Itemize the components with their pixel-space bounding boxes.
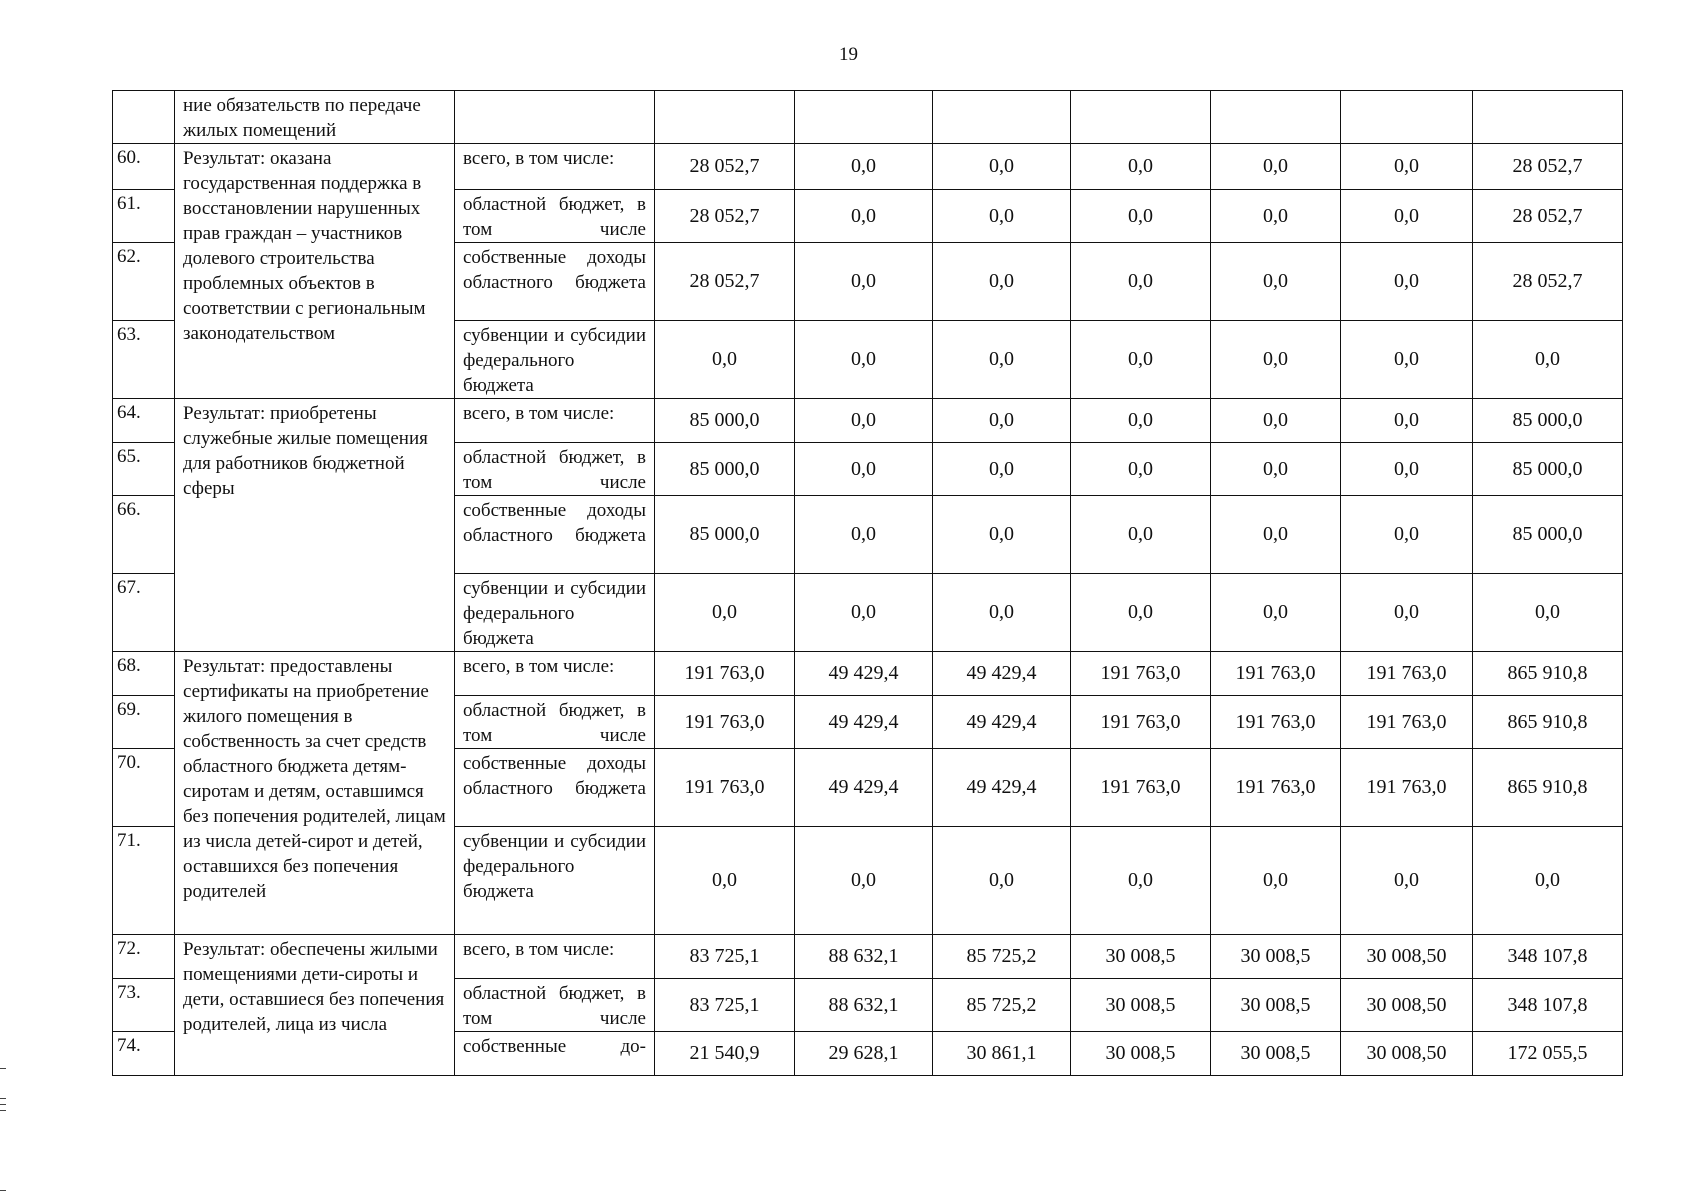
value-cell: 191 763,0 — [1341, 696, 1473, 749]
table-row — [113, 144, 1623, 190]
value-cell: 0,0 — [795, 496, 933, 574]
scan-margin-mark — [0, 1110, 6, 1111]
value-cell: 0,0 — [933, 827, 1071, 935]
value-cell: 28 052,7 — [1473, 190, 1623, 243]
value-cell: 0,0 — [795, 574, 933, 652]
value-cell: 0,0 — [795, 243, 933, 321]
value-cell: 191 763,0 — [1341, 749, 1473, 827]
value-cell: 0,0 — [1211, 144, 1341, 190]
value-cell: 348 107,8 — [1473, 979, 1623, 1032]
value-cell: 30 008,5 — [1211, 1032, 1341, 1076]
value-cell: 83 725,1 — [655, 935, 795, 979]
value-cell: 191 763,0 — [1341, 652, 1473, 696]
value-cell: 49 429,4 — [933, 696, 1071, 749]
result-description: Результат: обеспечены жилыми помещениями дети-сироты и дети, оставшиеся без попечения родителей, лица из числа — [175, 935, 455, 1076]
value-cell: 0,0 — [655, 321, 795, 399]
value-cell: 0,0 — [1211, 496, 1341, 574]
funding-source: областной бюджет, в том числе — [455, 979, 655, 1032]
value-cell: 28 052,7 — [655, 243, 795, 321]
value-cell: 191 763,0 — [655, 652, 795, 696]
row-number: 68. — [113, 652, 175, 696]
value-cell: 0,0 — [1341, 496, 1473, 574]
page-number: 19 — [839, 44, 858, 65]
value-cell — [1473, 91, 1623, 144]
value-cell: 191 763,0 — [655, 749, 795, 827]
value-cell: 0,0 — [1473, 827, 1623, 935]
value-cell: 88 632,1 — [795, 935, 933, 979]
result-description: Результат: приобретены служебные жилые помещения для работников бюджетной сферы — [175, 399, 455, 652]
value-cell: 0,0 — [1071, 443, 1211, 496]
row-number: 72. — [113, 935, 175, 979]
value-cell — [1211, 91, 1341, 144]
value-cell: 172 055,5 — [1473, 1032, 1623, 1076]
value-cell: 30 008,5 — [1071, 1032, 1211, 1076]
value-cell: 0,0 — [1071, 399, 1211, 443]
value-cell: 0,0 — [795, 144, 933, 190]
value-cell: 30 008,5 — [1211, 935, 1341, 979]
value-cell: 30 008,50 — [1341, 1032, 1473, 1076]
value-cell: 191 763,0 — [1211, 652, 1341, 696]
result-description: Результат: оказана государственная поддержка в восстановлении нарушенных прав граждан – участников долевого строительства проблемных объектов в соответствии с региональным законодательством — [175, 144, 455, 399]
value-cell: 85 000,0 — [655, 443, 795, 496]
value-cell: 0,0 — [1341, 443, 1473, 496]
value-cell: 191 763,0 — [1211, 696, 1341, 749]
funding-source — [455, 91, 655, 144]
value-cell — [655, 91, 795, 144]
value-cell: 0,0 — [795, 190, 933, 243]
value-cell: 865 910,8 — [1473, 652, 1623, 696]
funding-source: собственные доходы областного бюджета — [455, 496, 655, 574]
value-cell: 865 910,8 — [1473, 749, 1623, 827]
funding-source: субвенции и субсидии федерального бюджета — [455, 827, 655, 935]
value-cell: 0,0 — [1071, 144, 1211, 190]
value-cell: 85 000,0 — [1473, 496, 1623, 574]
value-cell: 83 725,1 — [655, 979, 795, 1032]
value-cell: 0,0 — [1341, 321, 1473, 399]
value-cell: 0,0 — [1211, 321, 1341, 399]
scan-margin-mark — [0, 1068, 6, 1069]
value-cell: 0,0 — [1473, 574, 1623, 652]
funding-source: всего, в том числе: — [455, 652, 655, 696]
value-cell: 30 008,50 — [1341, 979, 1473, 1032]
value-cell: 865 910,8 — [1473, 696, 1623, 749]
value-cell: 30 008,5 — [1071, 935, 1211, 979]
table-row — [113, 935, 1623, 979]
value-cell: 0,0 — [933, 144, 1071, 190]
value-cell — [795, 91, 933, 144]
value-cell: 0,0 — [933, 496, 1071, 574]
value-cell: 0,0 — [933, 243, 1071, 321]
value-cell: 0,0 — [1071, 243, 1211, 321]
funding-source: областной бюджет, в том числе — [455, 696, 655, 749]
funding-source: всего, в том числе: — [455, 399, 655, 443]
value-cell: 0,0 — [655, 827, 795, 935]
value-cell: 49 429,4 — [933, 749, 1071, 827]
funding-source: всего, в том числе: — [455, 144, 655, 190]
row-number: 69. — [113, 696, 175, 749]
row-number: 67. — [113, 574, 175, 652]
value-cell: 0,0 — [795, 321, 933, 399]
value-cell: 0,0 — [1071, 321, 1211, 399]
value-cell: 49 429,4 — [933, 652, 1071, 696]
value-cell: 0,0 — [1341, 243, 1473, 321]
value-cell: 28 052,7 — [655, 190, 795, 243]
value-cell: 28 052,7 — [655, 144, 795, 190]
value-cell — [933, 91, 1071, 144]
table-row — [113, 399, 1623, 443]
scan-margin-mark — [0, 1098, 6, 1099]
funding-source: субвенции и субсидии федерального бюджета — [455, 321, 655, 399]
row-number: 74. — [113, 1032, 175, 1076]
value-cell: 0,0 — [1341, 574, 1473, 652]
value-cell: 0,0 — [1071, 190, 1211, 243]
value-cell: 0,0 — [1211, 443, 1341, 496]
value-cell: 88 632,1 — [795, 979, 933, 1032]
value-cell: 0,0 — [933, 443, 1071, 496]
value-cell: 28 052,7 — [1473, 243, 1623, 321]
funding-source: собственные доходы областного бюджета — [455, 243, 655, 321]
value-cell: 49 429,4 — [795, 749, 933, 827]
funding-source: всего, в том числе: — [455, 935, 655, 979]
value-cell: 0,0 — [795, 827, 933, 935]
value-cell: 0,0 — [655, 574, 795, 652]
value-cell: 0,0 — [1341, 190, 1473, 243]
value-cell: 0,0 — [1211, 243, 1341, 321]
row-number: 64. — [113, 399, 175, 443]
value-cell: 85 725,2 — [933, 935, 1071, 979]
table-row — [113, 91, 1623, 144]
value-cell: 0,0 — [1341, 144, 1473, 190]
value-cell: 85 725,2 — [933, 979, 1071, 1032]
value-cell: 0,0 — [933, 321, 1071, 399]
row-number: 65. — [113, 443, 175, 496]
funding-source: собственные до- — [455, 1032, 655, 1076]
funding-source: собственные доходы областного бюджета — [455, 749, 655, 827]
row-number: 73. — [113, 979, 175, 1032]
row-number: 60. — [113, 144, 175, 190]
value-cell: 0,0 — [1211, 399, 1341, 443]
value-cell: 191 763,0 — [655, 696, 795, 749]
value-cell: 191 763,0 — [1071, 749, 1211, 827]
value-cell: 28 052,7 — [1473, 144, 1623, 190]
value-cell: 0,0 — [1341, 399, 1473, 443]
value-cell: 348 107,8 — [1473, 935, 1623, 979]
row-number: 70. — [113, 749, 175, 827]
scan-margin-mark — [0, 1190, 6, 1191]
value-cell: 0,0 — [1211, 827, 1341, 935]
row-number — [113, 91, 175, 144]
value-cell: 191 763,0 — [1071, 696, 1211, 749]
value-cell: 0,0 — [933, 190, 1071, 243]
value-cell: 30 008,5 — [1211, 979, 1341, 1032]
value-cell: 0,0 — [1071, 496, 1211, 574]
value-cell: 85 000,0 — [655, 496, 795, 574]
value-cell: 49 429,4 — [795, 696, 933, 749]
value-cell: 0,0 — [1071, 827, 1211, 935]
row-number: 71. — [113, 827, 175, 935]
result-description: Результат: предоставлены сертификаты на приобретение жилого помещения в собственность за счет средств областного бюджета детям-сиротам и детям, оставшимся без попечения родителей, лицам из числа детей-сирот и детей, оставшихся без попечения родителей — [175, 652, 455, 935]
row-number: 66. — [113, 496, 175, 574]
value-cell: 0,0 — [933, 574, 1071, 652]
value-cell: 191 763,0 — [1211, 749, 1341, 827]
value-cell: 85 000,0 — [1473, 399, 1623, 443]
result-description: ние обязательств по передаче жилых помещений — [175, 91, 455, 144]
value-cell: 0,0 — [1341, 827, 1473, 935]
table-row — [113, 652, 1623, 696]
value-cell: 0,0 — [1071, 574, 1211, 652]
value-cell: 85 000,0 — [655, 399, 795, 443]
value-cell: 0,0 — [933, 399, 1071, 443]
value-cell: 0,0 — [1473, 321, 1623, 399]
value-cell: 30 861,1 — [933, 1032, 1071, 1076]
value-cell: 49 429,4 — [795, 652, 933, 696]
value-cell: 0,0 — [795, 399, 933, 443]
value-cell: 85 000,0 — [1473, 443, 1623, 496]
value-cell: 30 008,50 — [1341, 935, 1473, 979]
row-number: 63. — [113, 321, 175, 399]
scan-margin-mark — [0, 1104, 6, 1105]
value-cell: 21 540,9 — [655, 1032, 795, 1076]
budget-table — [112, 90, 1623, 1076]
funding-source: субвенции и субсидии федерального бюджета — [455, 574, 655, 652]
funding-source: областной бюджет, в том числе — [455, 443, 655, 496]
value-cell — [1341, 91, 1473, 144]
value-cell: 0,0 — [795, 443, 933, 496]
row-number: 62. — [113, 243, 175, 321]
value-cell: 0,0 — [1211, 574, 1341, 652]
value-cell: 0,0 — [1211, 190, 1341, 243]
value-cell — [1071, 91, 1211, 144]
value-cell: 29 628,1 — [795, 1032, 933, 1076]
value-cell: 30 008,5 — [1071, 979, 1211, 1032]
value-cell: 191 763,0 — [1071, 652, 1211, 696]
funding-source: областной бюджет, в том числе — [455, 190, 655, 243]
row-number: 61. — [113, 190, 175, 243]
